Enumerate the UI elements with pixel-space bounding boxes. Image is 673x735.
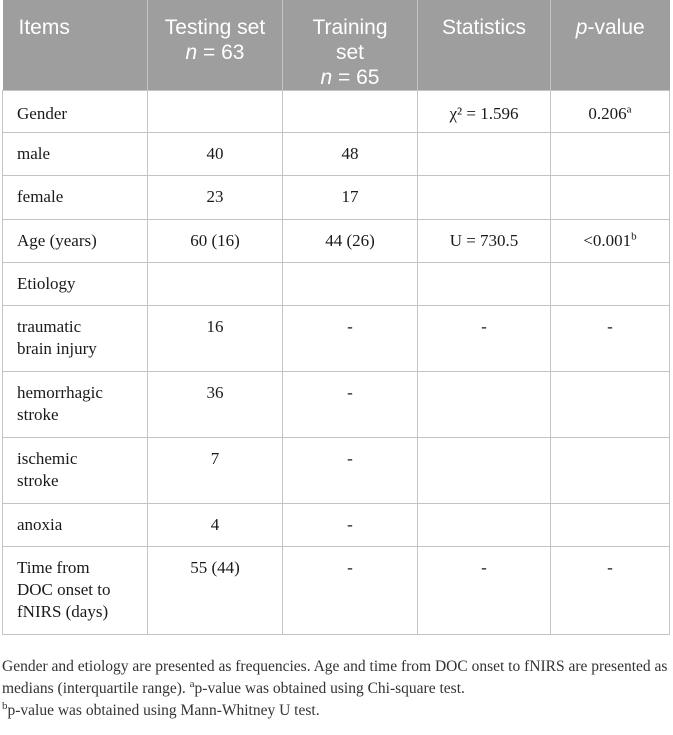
training-cell: - [283, 372, 418, 438]
statistics-cell [418, 504, 551, 547]
training-cell: - [283, 306, 418, 372]
statistics-cell: - [418, 547, 551, 635]
row-label: traumatic brain injury [3, 306, 148, 372]
table-row [3, 133, 670, 176]
p-value-cell [551, 176, 670, 220]
p-value-cell: - [551, 306, 670, 372]
header-row [3, 0, 670, 91]
table-row [3, 306, 670, 372]
testing-cell: 55 (44) [148, 547, 283, 635]
training-cell: - [283, 438, 418, 504]
row-label: female [3, 176, 148, 220]
table-row [3, 91, 670, 133]
header-training-set: Training set n = 65 [283, 0, 418, 91]
row-label: Time from DOC onset to fNIRS (days) [3, 547, 148, 635]
table-row [3, 176, 670, 220]
table-footnote: Gender and etiology are presented as frequencies. Age and time from DOC onset to fNIRS are presented as medians (interquartile range). $^a$p-value was obtained using Chi-square test. $^b$p-value was obtained using Mann-Whitney U test. [2, 658, 668, 719]
row-label: ischemic stroke [3, 438, 148, 504]
testing-cell: 23 [148, 176, 283, 220]
training-cell: 44 (26) [283, 220, 418, 263]
row-label: male [3, 133, 148, 176]
table-row [3, 438, 670, 504]
header-p-value: p-value [551, 0, 670, 91]
row-label: hemorrhagic stroke [3, 372, 148, 438]
training-cell: - [283, 504, 418, 547]
training-cell: 48 [283, 133, 418, 176]
table-row [3, 220, 670, 263]
testing-cell: 16 [148, 306, 283, 372]
row-label: Etiology [3, 263, 148, 306]
table-row [3, 263, 670, 306]
table-row [3, 547, 670, 635]
row-label: anoxia [3, 504, 148, 547]
training-cell: - [283, 547, 418, 635]
p-value-cell: 0.206$^a$ [551, 91, 670, 133]
testing-cell: 40 [148, 133, 283, 176]
statistics-cell: - [418, 306, 551, 372]
p-value-cell: - [551, 547, 670, 635]
header-testing-set: Testing set n = 63 [148, 0, 283, 91]
testing-cell [148, 263, 283, 306]
demographics-table [2, 0, 670, 635]
statistics-cell [418, 263, 551, 306]
statistics-cell: χ² = 1.596 [418, 91, 551, 133]
statistics-cell [418, 133, 551, 176]
p-value-cell [551, 438, 670, 504]
p-value-cell [551, 372, 670, 438]
row-label: Gender [3, 91, 148, 133]
statistics-cell: U = 730.5 [418, 220, 551, 263]
testing-cell: 36 [148, 372, 283, 438]
statistics-cell [418, 438, 551, 504]
p-value-cell: <0.001$^b$ [551, 220, 670, 263]
header-statistics: Statistics [418, 0, 551, 91]
testing-cell [148, 91, 283, 133]
header-items: Items [3, 0, 148, 91]
row-label: Age (years) [3, 220, 148, 263]
training-cell: 17 [283, 176, 418, 220]
p-value-cell [551, 133, 670, 176]
testing-cell: 60 (16) [148, 220, 283, 263]
training-cell [283, 91, 418, 133]
testing-cell: 7 [148, 438, 283, 504]
table-row [3, 372, 670, 438]
statistics-cell [418, 372, 551, 438]
p-value-cell [551, 263, 670, 306]
table-row [3, 504, 670, 547]
testing-cell: 4 [148, 504, 283, 547]
p-value-cell [551, 504, 670, 547]
statistics-cell [418, 176, 551, 220]
training-cell [283, 263, 418, 306]
